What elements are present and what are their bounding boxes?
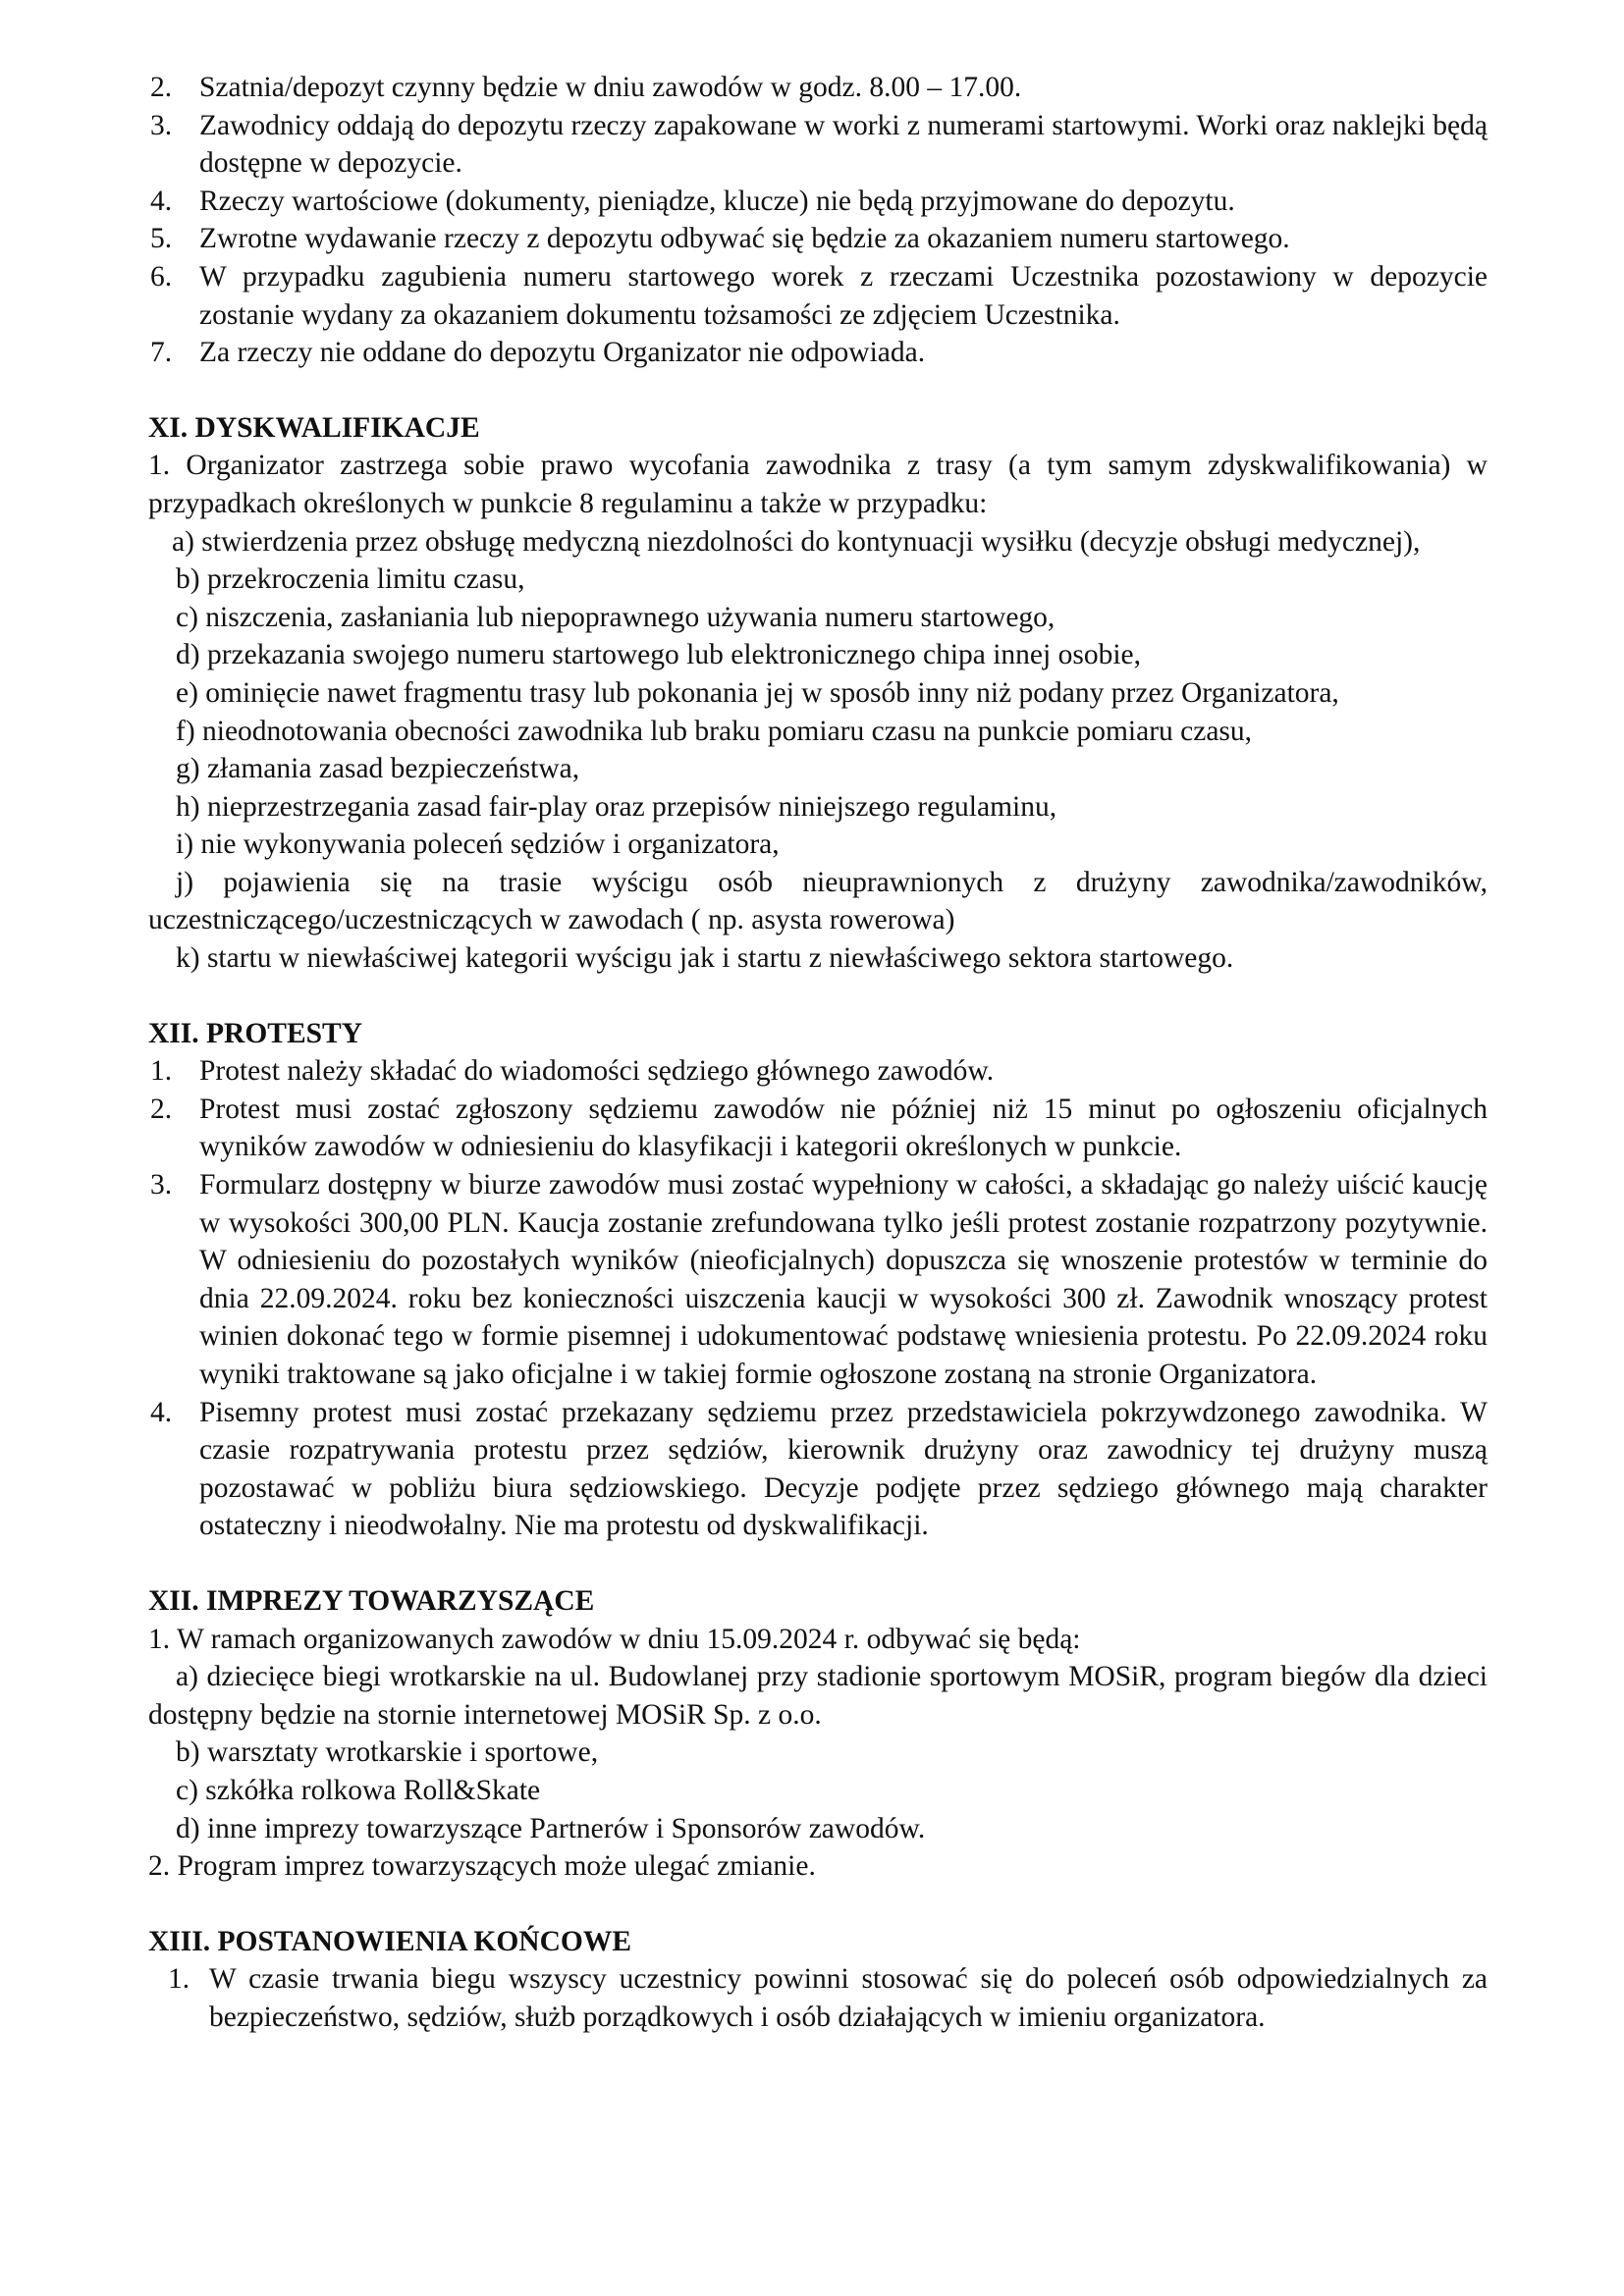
section-heading: XI. DYSKWALIFIKACJE — [148, 411, 480, 444]
list-item: 4. Pisemny protest musi zostać przekazany sędziemu przez przedstawiciela pokrzywdzonego zawodnika. W czasie rozpatrywania protestu przez sędziów, kierownik drużyny oraz zawodnicy tej drużyny muszą pozostawać w pobliżu biura sędziowskiego. Decyzje podjęte przez sędziego głównego mają charakter ostateczny i nieodwołalny. Nie ma protestu od dyskwalifikacji. — [150, 1396, 1488, 1542]
list-item: 3. Zawodnicy oddają do depozytu rzeczy zapakowane w worki z numerami startowymi. Worki oraz naklejki będą dostępne w depozycie. — [150, 109, 1488, 180]
list-item: d) inne imprezy towarzyszące Partnerów i Sponsorów zawodów. — [176, 1812, 926, 1844]
list-item: c) niszczenia, zasłaniania lub niepoprawnego używania numeru startowego, — [176, 601, 1056, 633]
list-item: f) nieodnotowania obecności zawodnika lub braku pomiaru czasu na punkcie pomiaru czasu, — [176, 715, 1253, 747]
list-item: 1. Protest należy składać do wiadomości sędziego głównego zawodów. — [150, 1055, 995, 1088]
list-item: k) startu w niewłaściwej kategorii wyścigu jak i startu z niewłaściwego sektora startowego. — [176, 942, 1234, 975]
list-item: 2. Protest musi zostać zgłoszony sędziemu zawodów nie później niż 15 minut po ogłoszeniu oficjalnych wyników zawodów w odniesieniu do klasyfikacji i kategorii określonych w punkcie. — [150, 1093, 1488, 1163]
list-item: a) dziecięce biegi wrotkarskie na ul. Budowlanej przy stadionie sportowym MOSiR, program biegów dla dzieci dostępny będzie na stornie internetowej MOSiR Sp. z o.o. — [148, 1661, 1488, 1731]
list-item: 3. Formularz dostępny w biurze zawodów musi zostać wypełniony w całości, a składając go należy uiścić kaucję w wysokości 300,00 PLN. Kaucja zostanie zrefundowana tylko jeśli protest zostanie rozpatrzony pozytywnie. W odniesieniu do pozostałych wyników (nieoficjalnych) dopuszcza się wnoszenie protestów w terminie do dnia 22.09.2024. roku bez konieczności uiszczenia kaucji w wysokości 300 zł. Zawodnik wnoszący protest winien dokonać tego w formie pisemnej i udokumentować podstawę wniesienia protestu. Po 22.09.2024 roku wyniki traktowane są jako oficjalne i w takiej formie ogłoszone zostaną na stronie Organizatora. — [150, 1169, 1488, 1390]
section-heading: XII. PROTESTY — [148, 1017, 363, 1049]
list-item: 2. Szatnia/depozyt czynny będzie w dniu zawodów w godz. 8.00 – 17.00. — [150, 72, 1022, 103]
section-protesty — [148, 1015, 1488, 1545]
list-item: i) nie wykonywania poleceń sędziów i organizatora, — [176, 828, 780, 861]
list-item: 5. Zwrotne wydawanie rzeczy z depozytu odbywać się będzie za okazaniem numeru startowego. — [150, 223, 1290, 255]
page-content — [148, 69, 1488, 2037]
section-heading: XII. IMPREZY TOWARZYSZĄCE — [148, 1584, 595, 1617]
list-item: c) szkółka rolkowa Roll&Skate — [176, 1774, 541, 1806]
list-item: 7. Za rzeczy nie oddane do depozytu Organizator nie odpowiada. — [150, 337, 926, 369]
list-item: 6. W przypadku zagubienia numeru startowego worek z rzeczami Uczestnika pozostawiony w depozycie zostanie wydany za okazaniem dokumentu tożsamości ze zdjęciem Uczestnika. — [150, 260, 1488, 331]
postanowienia-list — [148, 1960, 1488, 2036]
list-item: e) ominięcie nawet fragmentu trasy lub pokonania jej w sposób inny niż podany przez Organizatora, — [176, 676, 1339, 709]
section-intro: 1. Organizator zastrzega sobie prawo wycofania zawodnika z trasy (a tym samym zdyskwalifikowania) w przypadkach określonych w punkcie 8 regulaminu a także w przypadku: — [148, 450, 1488, 519]
section-intro: 1. W ramach organizowanych zawodów w dniu 15.09.2024 r. odbywać się będą: — [148, 1623, 1081, 1655]
section-dyskwalifikacje — [148, 409, 1488, 978]
depozyt-list — [148, 69, 1488, 372]
list-item: 1. W czasie trwania biegu wszyscy uczestnicy powinni stosować się do poleceń osób odpowiedzialnych za bezpieczeństwo, sędziów, służb porządkowych i osób działających w imieniu organizatora. — [168, 1963, 1488, 2033]
list-item: b) warsztaty wrotkarskie i sportowe, — [176, 1736, 599, 1769]
section-imprezy — [148, 1582, 1488, 1886]
list-item: 4. Rzeczy wartościowe (dokumenty, pieniądze, klucze) nie będą przyjmowane do depozytu. — [150, 185, 1235, 217]
list-item: a) stwierdzenia przez obsługę medyczną niezdolności do kontynuacji wysiłku (decyzje obsługi medycznej), — [172, 525, 1421, 558]
section-outro: 2. Program imprez towarzyszących może ulegać zmianie. — [148, 1850, 816, 1883]
section-heading: XIII. POSTANOWIENIA KOŃCOWE — [148, 1925, 632, 1957]
list-item: h) nieprzestrzegania zasad fair-play oraz przepisów niniejszego regulaminu, — [176, 790, 1057, 823]
list-item: g) złamania zasad bezpieczeństwa, — [176, 753, 580, 785]
list-item: j) pojawienia się na trasie wyścigu osób nieuprawnionych z drużyny zawodnika/zawodników, uczestniczącego/uczestniczących w zawodach ( np. asysta rowerowa) — [148, 866, 1488, 936]
list-item: d) przekazania swojego numeru startowego lub elektronicznego chipa innej osobie, — [176, 639, 1141, 671]
list-item: b) przekroczenia limitu czasu, — [176, 563, 525, 596]
section-postanowienia — [148, 1923, 1488, 2037]
